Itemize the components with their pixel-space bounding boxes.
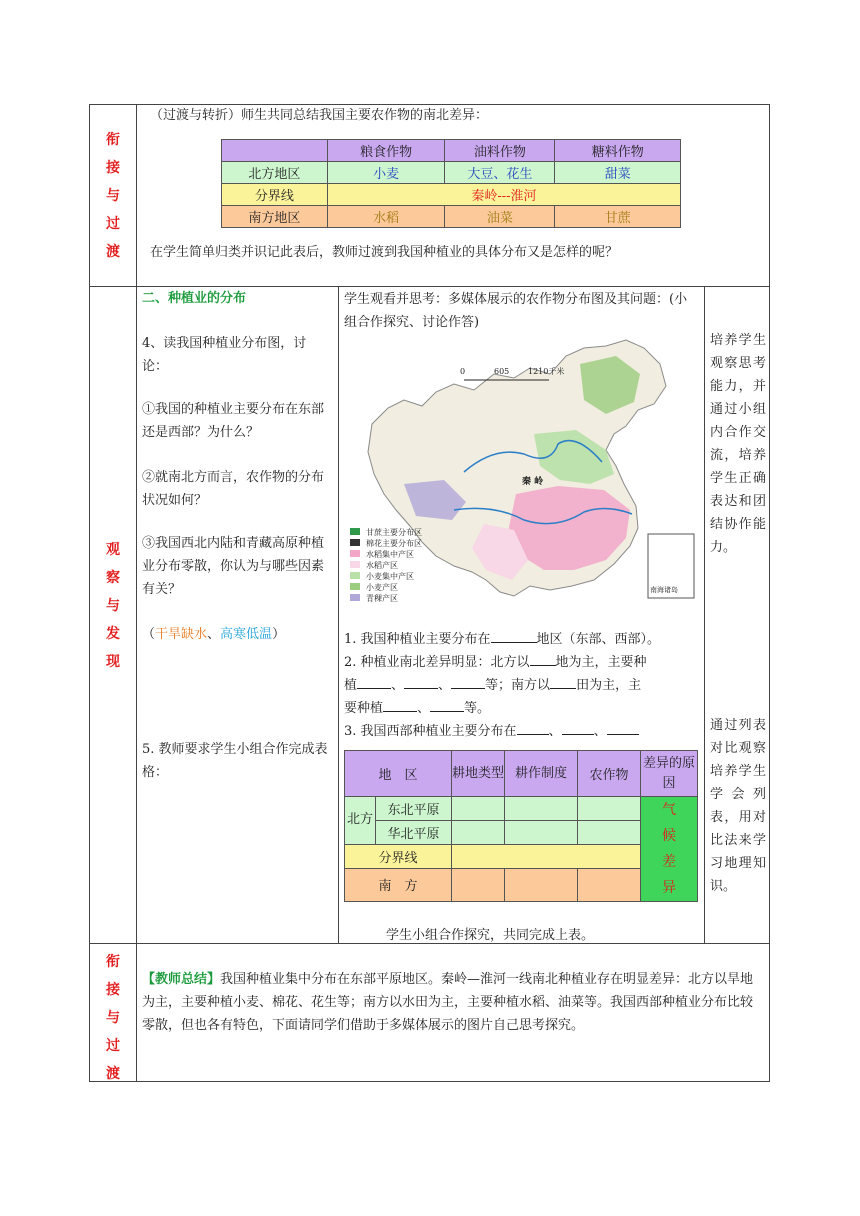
reason-climate: 气 候 差 异 <box>641 797 698 902</box>
row-divider-line: 分界线 <box>345 844 452 868</box>
question-4-3: ③我国西北内陆和青藏高原种植业分布零散，你认为与哪些因素有关？ <box>142 536 325 597</box>
header-sugar: 糖料作物 <box>555 140 681 162</box>
blank-2c[interactable] <box>404 675 438 689</box>
answer-cold: 高寒低温 <box>220 627 273 642</box>
col-crops: 农作物 <box>578 751 641 797</box>
middle-column-divider-left <box>338 286 339 943</box>
blank-2b[interactable] <box>357 675 391 689</box>
north-oil: 大豆、花生 <box>445 162 555 184</box>
col-land-type: 耕地类型 <box>452 751 505 797</box>
cell-ne-land[interactable] <box>452 797 505 821</box>
blank-3b[interactable] <box>562 721 594 735</box>
crop-distribution-map <box>344 334 700 624</box>
fill-question-3: 3. 我国西部种植业主要分布在 、 、 <box>344 720 704 743</box>
legend-wheat: 小麦产区 <box>366 583 398 592</box>
cell-ne-crops[interactable] <box>578 797 641 821</box>
legend-sugarcane: 甘蔗主要分布区 <box>366 528 422 537</box>
north-sugar: 甜菜 <box>555 162 681 184</box>
crop-difference-table <box>221 139 681 228</box>
goal-comparison: 通过列表对比观察培养学生学会列表，用对比法来学习地理知识。 <box>710 718 766 894</box>
question-5: 5. 教师要求学生小组合作完成表格： <box>142 742 328 780</box>
question-4-2: ②就南北方而言，农作物的分布状况如何？ <box>142 470 325 508</box>
fill-question-2-line3: 要种植 、 等。 <box>344 697 704 720</box>
section-label-transition-1: 衔 接 与 过 渡 <box>106 132 120 260</box>
teacher-summary-text: 我国种植业集中分布在东部平原地区。秦岭—淮河一线南北种植业存在明显差异：北方以旱地为主，主要种植小麦、棉花、花生等；南方以水田为主，主要种植水稻、油菜等。我国西部种植业分布比较零散，但也各有特色，下面请同学们借助于多媒体展示的图片自己思考探究。 <box>142 972 754 1033</box>
col-region: 地 区 <box>345 751 452 797</box>
cell-nc-crops[interactable] <box>578 820 641 844</box>
fill-question-2-line2: 植 、 、 等；南方以 田为主，主 <box>344 674 704 697</box>
legend-rice-main: 水稻集中产区 <box>366 550 414 559</box>
legend-swatch-rice <box>350 561 360 568</box>
cell-nc-system[interactable] <box>505 820 578 844</box>
legend-rice: 水稻产区 <box>366 561 398 570</box>
section1-intro: （过渡与转折）师生共同总结我国主要农作物的南北差异： <box>150 108 489 123</box>
goal-observation: 培养学生观察思考能力，并通过小组内合作交流，培养学生正确表达和团结协作能力。 <box>710 333 766 555</box>
divider-value: 秦岭---淮河 <box>327 184 680 206</box>
legend-cotton: 棉花主要分布区 <box>366 539 422 548</box>
cell-nc-land[interactable] <box>452 820 505 844</box>
teacher-summary-tag: 【教师总结】 <box>142 972 221 987</box>
legend-swatch-sugarcane <box>350 528 360 535</box>
north-grain: 小麦 <box>327 162 445 184</box>
header-grain: 粮食作物 <box>327 140 445 162</box>
middle-column-divider-right <box>704 286 705 943</box>
blank-3a[interactable] <box>517 721 549 735</box>
group-work-table <box>344 750 698 902</box>
question-4: 4、读我国种植业分布图，讨论： <box>142 336 307 374</box>
section2-heading: 二、种植业的分布 <box>142 291 247 306</box>
header-oil: 油料作物 <box>445 140 555 162</box>
group-work-footer: 学生小组合作探究，共同完成上表。 <box>386 928 595 943</box>
legend-barley: 青稞产区 <box>366 594 398 603</box>
blank-1[interactable] <box>491 629 537 643</box>
answer-factors: （干旱缺水、高寒低温） <box>142 627 286 642</box>
scale-label-1210: 1210千米 <box>528 367 565 376</box>
legend-swatch-wheat-main <box>350 572 360 579</box>
row-northeast-plain: 东北平原 <box>376 797 452 821</box>
section-label-observe: 观 察 与 发 现 <box>106 542 120 670</box>
blank-2d[interactable] <box>451 675 485 689</box>
teacher-summary <box>142 968 764 1037</box>
legend-wheat-main: 小麦集中产区 <box>366 572 414 581</box>
south-grain: 水稻 <box>327 206 445 228</box>
blank-2e[interactable] <box>550 675 576 689</box>
inset-label: 南海诸岛 <box>650 586 678 594</box>
blank-2f[interactable] <box>383 698 417 712</box>
row-south: 南 方 <box>345 868 452 901</box>
map-intro: 学生观看并思考：多媒体展示的农作物分布图及其问题：(小组合作探究、讨论作答) <box>344 292 688 330</box>
south-oil: 油菜 <box>445 206 555 228</box>
fill-question-1: 1. 我国种植业主要分布在 地区（东部、西部）。 <box>344 628 704 651</box>
row-north: 北方 <box>345 797 376 845</box>
row-label-north: 北方地区 <box>222 162 328 184</box>
cell-divider-value[interactable] <box>452 844 641 868</box>
row-north-china-plain: 华北平原 <box>376 820 452 844</box>
col-reason: 差异的原因 <box>641 751 698 797</box>
legend-swatch-barley <box>350 594 360 601</box>
section-label-transition-2: 衔 接 与 过 渡 <box>106 954 120 1082</box>
row-label-south: 南方地区 <box>222 206 328 228</box>
blank-2g[interactable] <box>430 698 464 712</box>
fill-question-2: 2. 种植业南北差异明显：北方以 地为主，主要种 <box>344 651 704 674</box>
section1-outro: 在学生简单归类并识记此表后，教师过渡到我国种植业的具体分布又是怎样的呢？ <box>150 245 619 260</box>
legend-swatch-wheat <box>350 583 360 590</box>
blank-2a[interactable] <box>530 652 556 666</box>
blank-3c[interactable] <box>607 721 639 735</box>
answer-drought: 干旱缺水 <box>155 627 208 642</box>
cell-s-crops[interactable] <box>578 868 641 901</box>
row-label-divider: 分界线 <box>222 184 328 206</box>
south-sugar: 甘蔗 <box>555 206 681 228</box>
question-4-1: ①我国的种植业主要分布在东部还是西部？为什么？ <box>142 402 325 440</box>
legend-swatch-cotton <box>350 539 360 546</box>
scale-label-0: 0 <box>460 367 466 376</box>
cell-ne-system[interactable] <box>505 797 578 821</box>
col-farming-system: 耕作制度 <box>505 751 578 797</box>
legend-swatch-rice-main <box>350 550 360 557</box>
cell-s-system[interactable] <box>505 868 578 901</box>
qinling-label: 秦 岭 <box>522 477 544 487</box>
scale-label-605: 605 <box>494 367 510 376</box>
cell-s-land[interactable] <box>452 868 505 901</box>
